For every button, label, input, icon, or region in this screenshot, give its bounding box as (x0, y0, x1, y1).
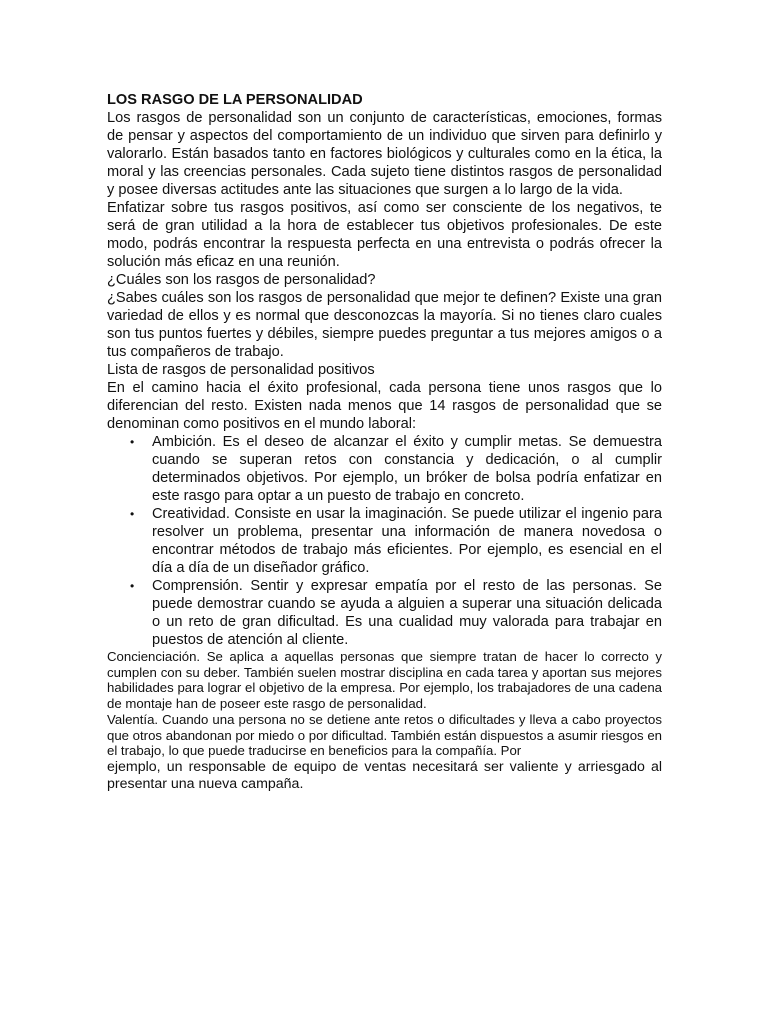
list-item (130, 577, 662, 649)
list-item (130, 433, 662, 505)
list-item (130, 505, 662, 577)
trait-concienciacion-paragraph: Concienciación. Se aplica a aquellas personas que siempre tratan de hacer lo correcto y cumplen con su deber. También suelen mostrar disciplina en cada tarea y aportan sus mejores habilidades para lograr el objetivo de la empresa. Por ejemplo, los trabajadores de una cadena de montaje han de poseer este rasgo de personalidad. (107, 649, 662, 712)
question-paragraph: ¿Sabes cuáles son los rasgos de personalidad que mejor te definen? Existe una gran variedad de ellos y es normal que desconozcas la mayoría. Si no tienes claro cuales son tus puntos fuertes y débiles, siempre puedes preguntar a tus mejores amigos o a tus compañeros de trabajo. (107, 290, 662, 360)
list-item-text: Creatividad. Consiste en usar la imaginación. Se puede utilizar el ingenio para resolver un problema, presentar una información de manera novedosa o encontrar métodos de trabajo más eficientes. Por ejemplo, es esencial en el día a día de un diseñador gráfico. (152, 506, 662, 576)
list-item-text: Ambición. Es el deseo de alcanzar el éxito y cumplir metas. Se demuestra cuando se superan retos con constancia y dedicación, o al cumplir determinados objetivos. Por ejemplo, un bróker de bolsa podría enfatizar en este rasgo para optar a un puesto de trabajo en concreto. (152, 434, 662, 504)
list-heading: Lista de rasgos de personalidad positivos (107, 362, 375, 378)
trait-valentia-paragraph: Valentía. Cuando una persona no se detiene ante retos o dificultades y lleva a cabo proyectos que otros abandonan por miedo o por dificultad. También están dispuestos a asumir riesgos en el trabajo, lo que puede traducirse en beneficios para la compañía. Por (107, 711, 662, 759)
document-title: LOS RASGO DE LA PERSONALIDAD (107, 92, 363, 108)
traits-bullet-list (107, 433, 662, 649)
list-item-text: Comprensión. Sentir y expresar empatía por el resto de las personas. Se puede demostrar cuando se ayuda a alguien a superar una situación delicada o un reto de gran dificultad. Es una cualidad muy valorada para trabajar en puestos de atención al cliente. (152, 578, 662, 648)
document-page (107, 91, 662, 794)
question-heading: ¿Cuáles son los rasgos de personalidad? (107, 272, 376, 288)
bullet-icon: • (130, 435, 135, 449)
intro-paragraph-1: Los rasgos de personalidad son un conjunto de características, emociones, formas de pensar y aspectos del comportamiento de un individuo que sirven para definirlo y valorarlo. Están basados tanto en factores biológicos y culturales como en la ética, la moral y las creencias personales. Cada sujeto tiene distintos rasgos de personalidad y posee diversas actitudes ante las situaciones que surgen a lo largo de la vida. (107, 110, 662, 198)
bullet-icon: • (130, 507, 135, 521)
bullet-icon: • (130, 579, 135, 593)
intro-paragraph-2: Enfatizar sobre tus rasgos positivos, así como ser consciente de los negativos, te será de gran utilidad a la hora de establecer tus objetivos profesionales. De este modo, podrás encontrar la respuesta perfecta en una entrevista o podrás ofrecer la solución más eficaz en una reunión. (107, 200, 662, 270)
trait-valentia-continuation: ejemplo, un responsable de equipo de ventas necesitará ser valiente y arriesgado al presentar una nueva campaña. (107, 758, 662, 793)
list-intro-paragraph: En el camino hacia el éxito profesional, cada persona tiene unos rasgos que lo diferencian del resto. Existen nada menos que 14 rasgos de personalidad que se denominan como positivos en el mundo laboral: (107, 380, 662, 432)
